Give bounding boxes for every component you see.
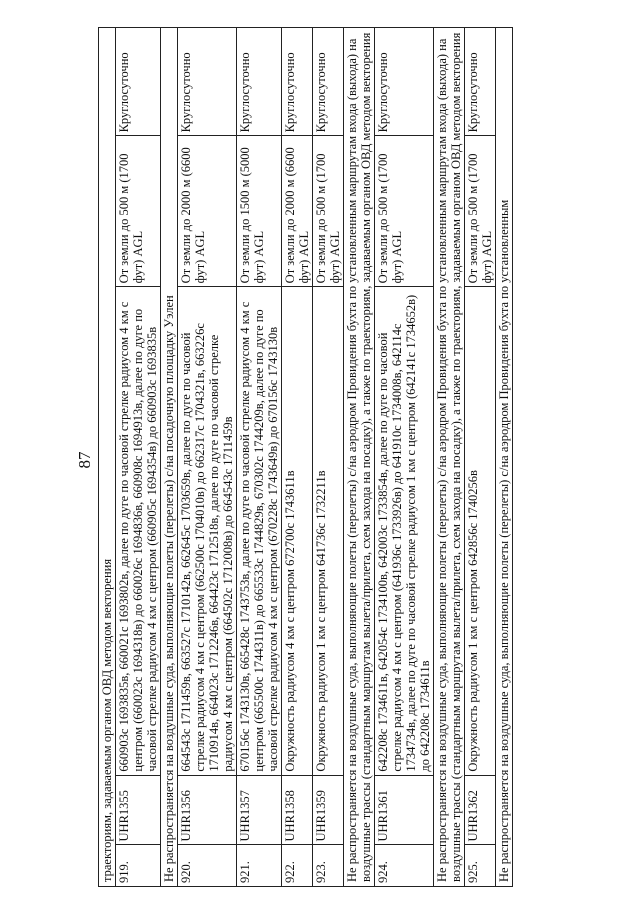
row-number-cell: 923. bbox=[313, 845, 344, 887]
altitude-limits-cell: От земли до 500 м (1700 фут) AGL bbox=[313, 136, 344, 287]
airspace-table-body bbox=[99, 28, 513, 887]
row-number-cell: 924. bbox=[375, 845, 434, 887]
page-number: 87 bbox=[75, 451, 94, 469]
boundary-description-cell: 664543c 1711459в, 663527c 1710142в, 662645c 1703659в, далее по дуге по часовой стрелке радиусом 4 км с центром (662500c 1704010в) до 662317c 1704321в, 663226c 1710914в, 664023c 1712246в, 664423c 1712518в, далее по дуге по часовой стрелке радиусом 4 км с центром (664502c 1712008в) до 664543c 1711459в bbox=[178, 287, 237, 775]
operating-time-cell: Круглосуточно bbox=[465, 28, 496, 136]
note-cell: траекториям, задаваемым органом ОВД методом векторения bbox=[99, 28, 116, 887]
note-row bbox=[161, 28, 178, 887]
table-row bbox=[375, 28, 434, 887]
zone-code-cell: UHR1359 bbox=[313, 775, 344, 845]
altitude-limits-cell: От земли до 500 м (1700 фут) AGL bbox=[116, 136, 161, 287]
note-row bbox=[434, 28, 465, 887]
table-row bbox=[282, 28, 313, 887]
table-row bbox=[237, 28, 282, 887]
table-row bbox=[465, 28, 496, 887]
note-cell: Не распространяется на воздушные суда, выполняющие полеты (перелеты) с/на аэродром Провидения бухта по установленным bbox=[496, 28, 513, 887]
boundary-description-cell: 670156c 1743130в, 665428c 1743753в, далее по дуге по часовой стрелке радиусом 4 км с центром (665500c 1744311в) до 665533c 1744829в, 670302c 1744209в, далее по дуге по часовой стрелке радиусом 4 км с центром (670228c 1743649в) до 670156c 1743130в bbox=[237, 287, 282, 775]
altitude-limits-cell: От земли до 2000 м (6600 фут) AGL bbox=[282, 136, 313, 287]
note-cell: Не распространяется на воздушные суда, выполняющие полеты (перелеты) с/на аэродром Провидения бухта по установленным маршрутам входа (выхода) на воздушные трассы (стандартным маршрутам вылета/прилета, схем захода на посадку), а также по траекториям, задаваемым органом ОВД методом векторения bbox=[434, 28, 465, 887]
boundary-description-cell: Окружность радиусом 4 км с центром 672700c 1743611в bbox=[282, 287, 313, 775]
altitude-limits-cell: От земли до 2000 м (6600 фут) AGL bbox=[178, 136, 237, 287]
zone-code-cell: UHR1362 bbox=[465, 775, 496, 845]
row-number-cell: 919. bbox=[116, 845, 161, 887]
zone-code-cell: UHR1355 bbox=[116, 775, 161, 845]
operating-time-cell: Круглосуточно bbox=[282, 28, 313, 136]
note-row bbox=[99, 28, 116, 887]
row-number-cell: 920. bbox=[178, 845, 237, 887]
operating-time-cell: Круглосуточно bbox=[375, 28, 434, 136]
altitude-limits-cell: От земли до 500 м (1700 фут) AGL bbox=[465, 136, 496, 287]
table-row bbox=[116, 28, 161, 887]
boundary-description-cell: Окружность радиусом 1 км с центром 641736c 1732211в bbox=[313, 287, 344, 775]
boundary-description-cell: Окружность радиусом 1 км с центром 642856c 1740256в bbox=[465, 287, 496, 775]
note-cell: Не распространяется на воздушные суда, выполняющие полеты (перелеты) с/на посадочную площадку Уэлен bbox=[161, 28, 178, 887]
note-row bbox=[344, 28, 375, 887]
operating-time-cell: Круглосуточно bbox=[116, 28, 161, 136]
table-frame bbox=[78, 27, 640, 883]
operating-time-cell: Круглосуточно bbox=[313, 28, 344, 136]
altitude-limits-cell: От земли до 1500 м (5000 фут) AGL bbox=[237, 136, 282, 287]
zone-code-cell: UHR1356 bbox=[178, 775, 237, 845]
zone-code-cell: UHR1357 bbox=[237, 775, 282, 845]
note-row bbox=[496, 28, 513, 887]
rotated-table-container bbox=[98, 27, 618, 887]
note-cell: Не распространяется на воздушные суда, выполняющие полеты (перелеты) с/на аэродром Провидения бухта по установленным маршрутам входа (выхода) на воздушные трассы (стандартным маршрутам вылета/прилета, схем захода на посадку), а также по траекториям, задаваемым органом ОВД методом векторения bbox=[344, 28, 375, 887]
airspace-table bbox=[98, 27, 513, 887]
boundary-description-cell: 660903c 1693835в, 660021c 1693802в, далее по дуге по часовой стрелке радиусом 4 км с центром (660023c 1694318в) до 660026c 1694836в, 660908c 1694913в, далее по дуге по часовой стрелке радиусом 4 км с центром (660905c 1694354в) до 660903c 1693835в bbox=[116, 287, 161, 775]
altitude-limits-cell: От земли до 500 м (1700 фут) AGL bbox=[375, 136, 434, 287]
operating-time-cell: Круглосуточно bbox=[237, 28, 282, 136]
row-number-cell: 921. bbox=[237, 845, 282, 887]
row-number-cell: 925. bbox=[465, 845, 496, 887]
row-number-cell: 922. bbox=[282, 845, 313, 887]
table-row bbox=[178, 28, 237, 887]
operating-time-cell: Круглосуточно bbox=[178, 28, 237, 136]
table-row bbox=[313, 28, 344, 887]
zone-code-cell: UHR1361 bbox=[375, 775, 434, 845]
zone-code-cell: UHR1358 bbox=[282, 775, 313, 845]
boundary-description-cell: 642208c 1734611в, 642054c 1734100в, 642003c 1733854в, далее по дуге по часовой стрелке радиусом 4 км с центром (641936c 1733926в) до 641910c 1734008в, 642114c 1734734в, далее по дуге по часовой стрелке радиусом 1 км с центром (642141c 1734652в) до 642208c 1734611в bbox=[375, 287, 434, 775]
